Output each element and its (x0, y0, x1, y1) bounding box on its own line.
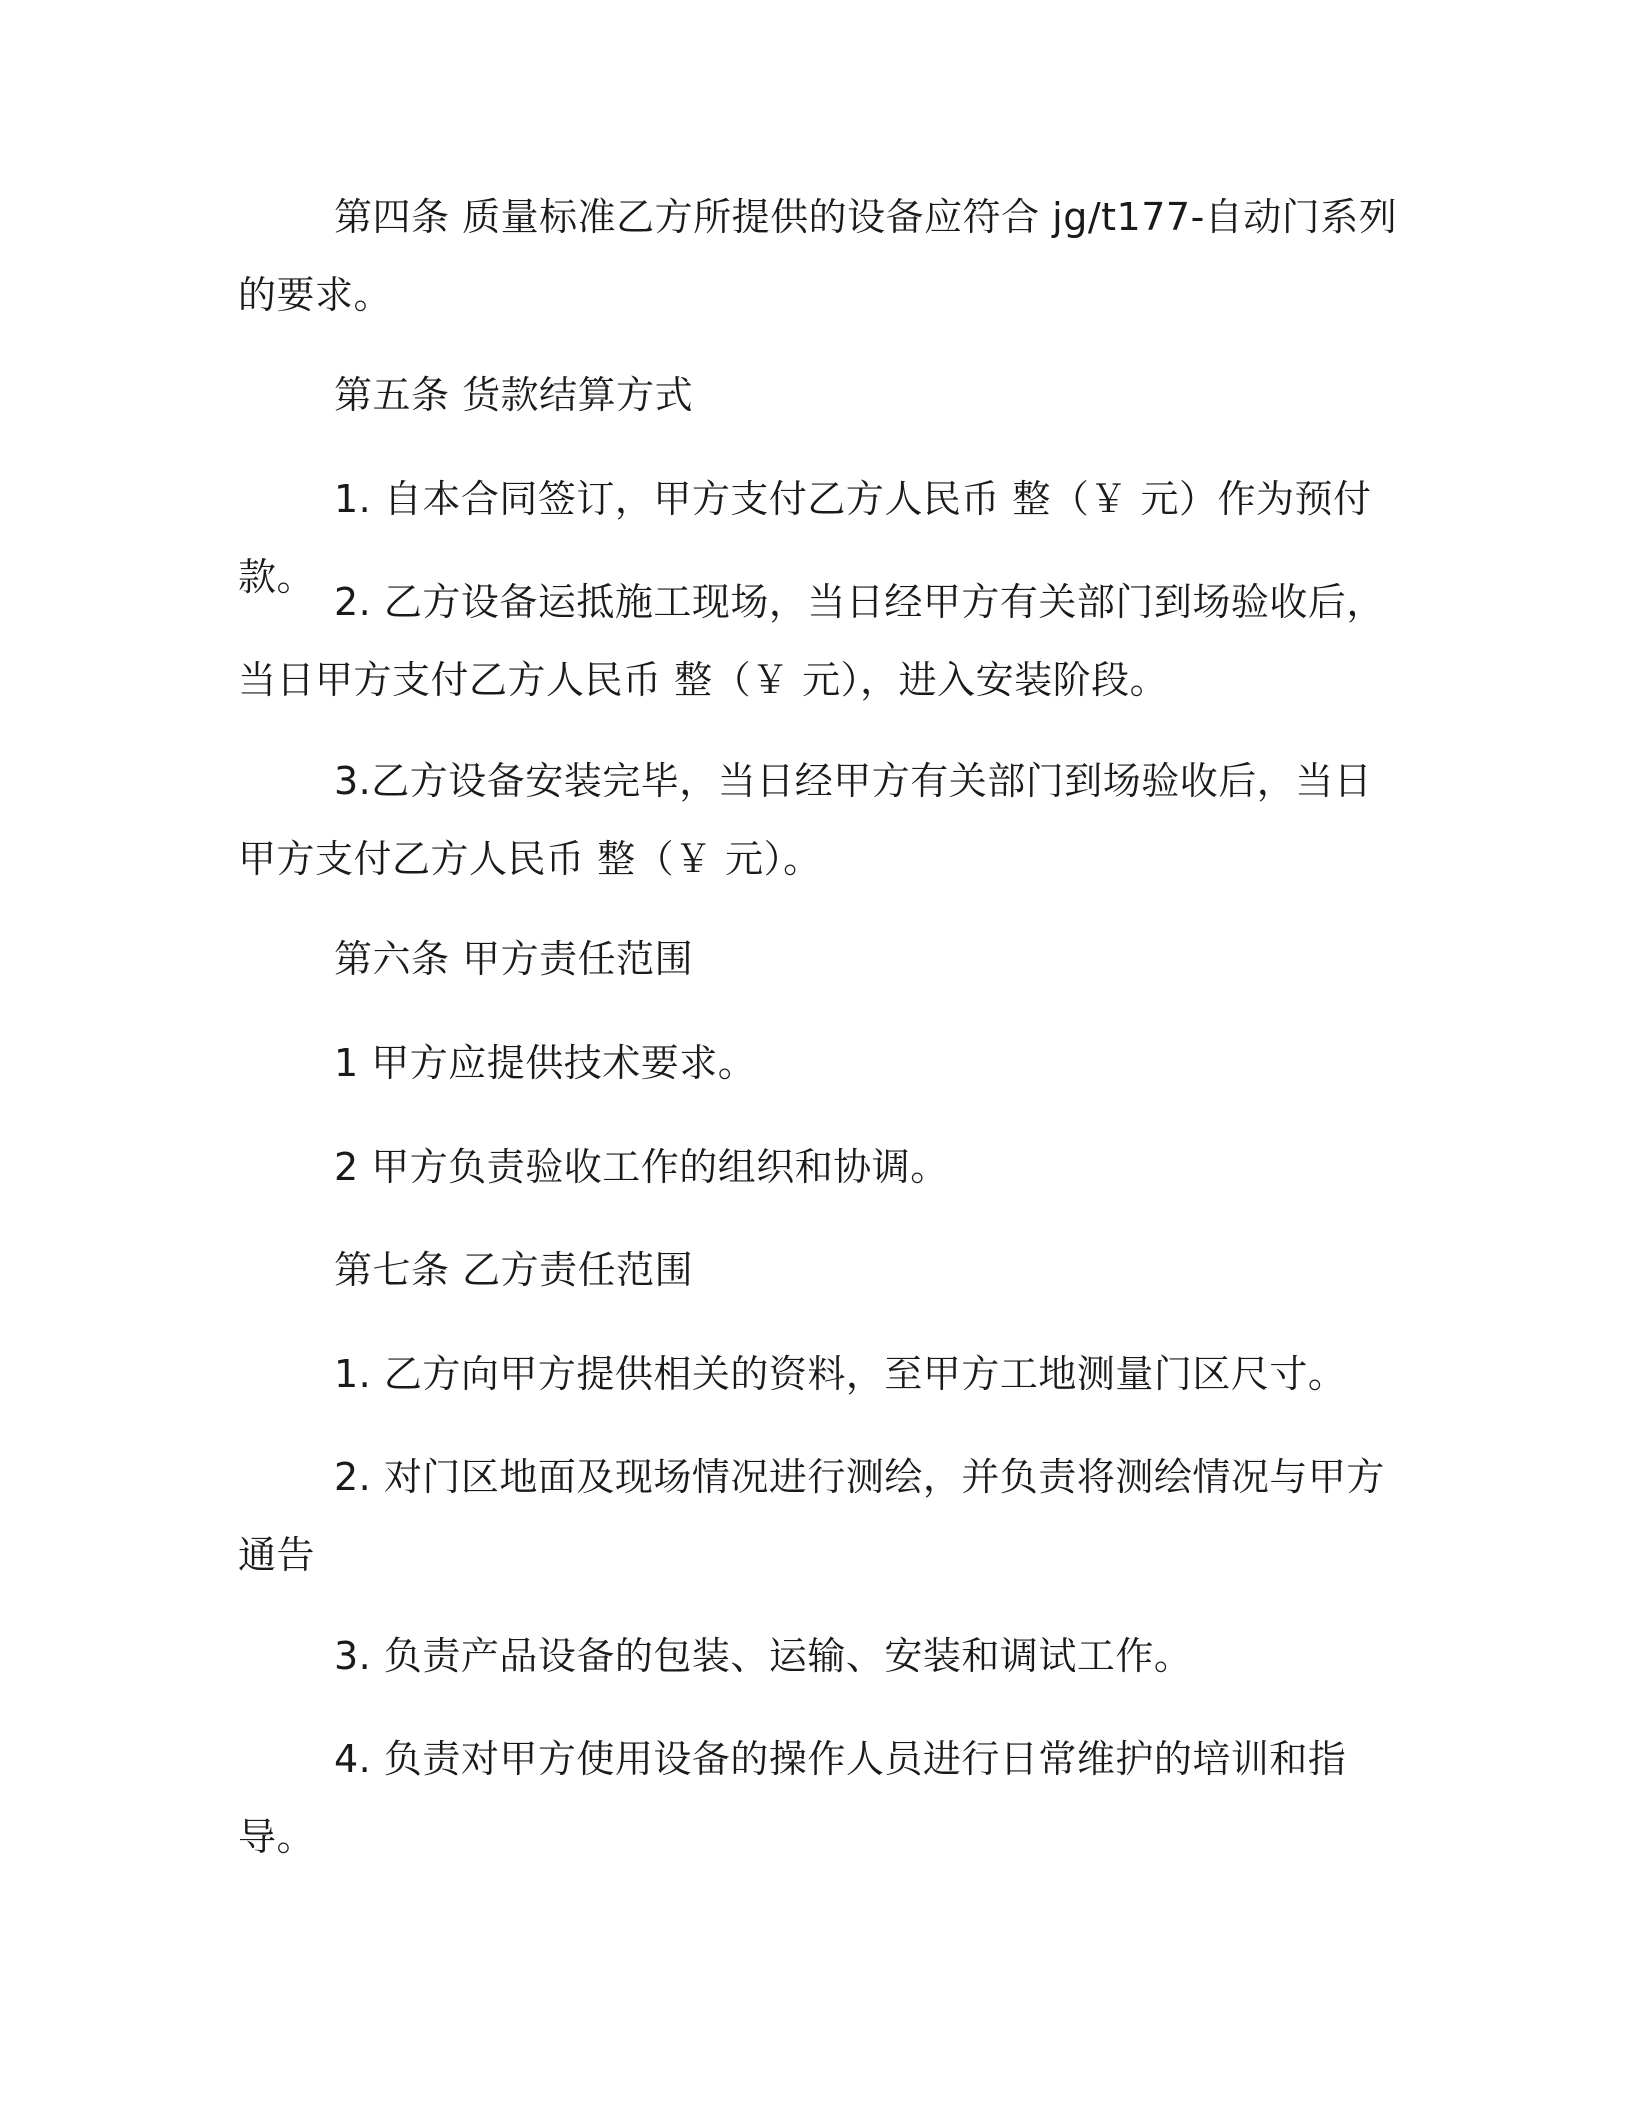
article-6-item-1: 1 甲方应提供技术要求。 (334, 1041, 757, 1085)
article-7-item-3: 3. 负责产品设备的包装、运输、安装和调试工作。 (334, 1634, 1193, 1678)
article-6-item-2: 2 甲方负责验收工作的组织和协调。 (334, 1145, 949, 1189)
article-7-item-4: 4. 负责对甲方使用设备的操作人员进行日常维护的培训和指导。 (238, 1737, 1347, 1859)
article-5-item-1: 1. 自本合同签订，甲方支付乙方人民币 整（￥ 元）作为预付款。 (238, 477, 1372, 599)
article-7-item-1: 1. 乙方向甲方提供相关的资料，至甲方工地测量门区尺寸。 (334, 1352, 1347, 1396)
article-5-heading: 第五条 货款结算方式 (334, 373, 694, 417)
article-7-item-2: 2. 对门区地面及现场情况进行测绘，并负责将测绘情况与甲方通告 (238, 1455, 1385, 1577)
article-5-item-2: 2. 乙方设备运抵施工现场，当日经甲方有关部门到场验收后，当日甲方支付乙方人民币 整（￥ 元），进入安装阶段。 (238, 580, 1385, 702)
article-7-heading: 第七条 乙方责任范围 (334, 1248, 694, 1292)
article-5-item-3: 3.乙方设备安装完毕，当日经甲方有关部门到场验收后，当日甲方支付乙方人民币 整（￥ 元）。 (238, 759, 1373, 881)
article-6-heading: 第六条 甲方责任范围 (334, 937, 694, 981)
article-4-quality-standard: 第四条 质量标准乙方所提供的设备应符合 jg/t177-自动门系列的要求。 (238, 195, 1398, 317)
